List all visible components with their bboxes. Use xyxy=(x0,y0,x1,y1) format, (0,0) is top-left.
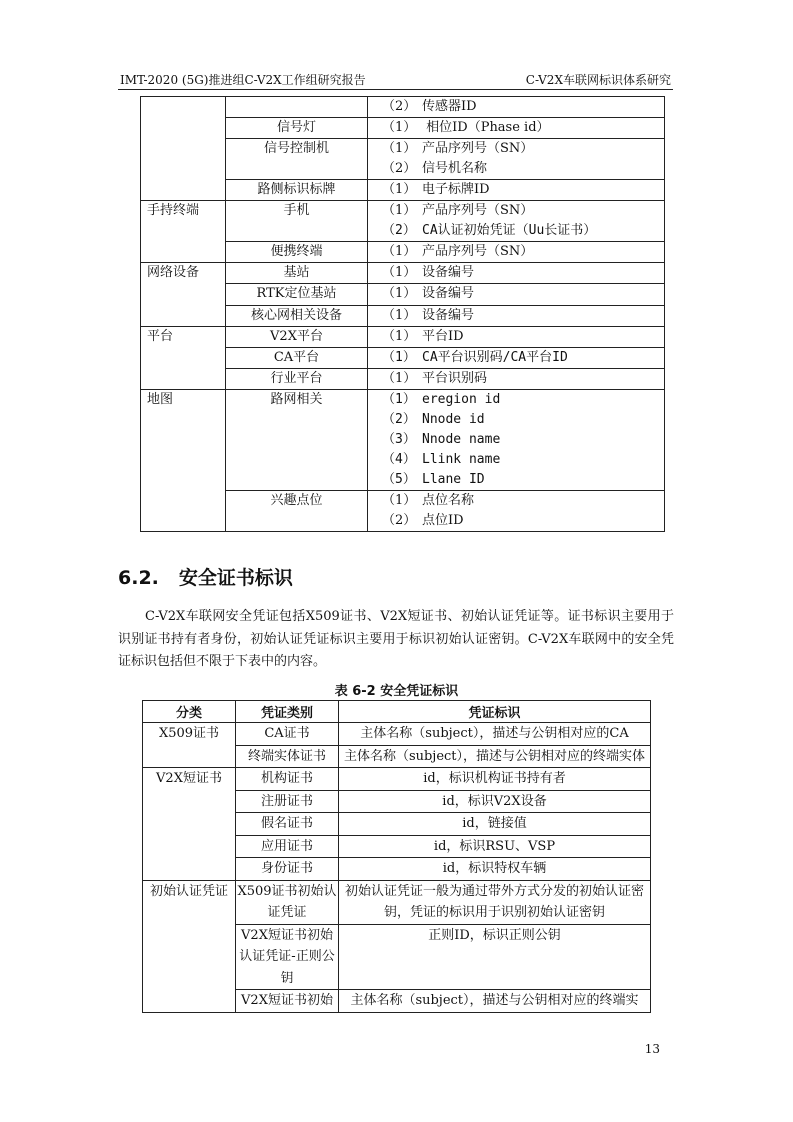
item-text: Nnode name xyxy=(422,431,501,447)
identifier-line xyxy=(382,201,664,221)
item-text: 点位名称 xyxy=(422,492,475,508)
credential-id-cell: 主体名称（subject），描述与公钥相对应的终端实体 xyxy=(339,745,651,768)
identifier-line xyxy=(382,410,664,430)
credential-type-cell: 应用证书 xyxy=(236,835,339,858)
device-cell: 路侧标识标牌 xyxy=(226,180,368,201)
table-row xyxy=(141,326,665,347)
identifier-cell xyxy=(368,97,665,118)
credential-id-cell: id，标识RSU、VSP xyxy=(339,835,651,858)
device-cell: 手机 xyxy=(226,201,368,242)
item-number: （1） xyxy=(382,141,417,157)
identifier-cell xyxy=(368,284,665,305)
identifier-line xyxy=(382,242,664,262)
identifier-line xyxy=(382,118,664,138)
item-number: （1） xyxy=(382,286,417,302)
body-paragraph: C-V2X车联网安全凭证包括X509证书、V2X短证书、初始认证凭证等。证书标识主要用于识别证书持有者身份，初始认证凭证标识主要用于标识初始认证密钥。C-V2X车联网中的安全凭证标识包括但不限于下表中的内容。 xyxy=(118,609,674,669)
item-text: 产品序列号（SN） xyxy=(422,141,534,157)
item-number: （5） xyxy=(382,471,416,487)
credential-type-cell: X509证书初始认证凭证 xyxy=(236,880,339,924)
table-caption: 表 6-2 安全凭证标识 xyxy=(334,684,459,699)
device-cell: 便携终端 xyxy=(226,242,368,263)
credential-id-cell: id，标识特权车辆 xyxy=(339,858,651,881)
item-number: （1） xyxy=(382,182,417,198)
identifier-cell xyxy=(368,305,665,326)
item-text: eregion id xyxy=(422,391,501,407)
item-number: （1） xyxy=(382,244,417,260)
device-cell: 核心网相关设备 xyxy=(226,305,368,326)
item-text: 设备编号 xyxy=(422,286,475,302)
item-number: （2） xyxy=(382,512,417,528)
identifier-line xyxy=(382,284,664,304)
identifier-line xyxy=(382,306,664,326)
identifier-cell xyxy=(368,368,665,389)
credential-id-cell: 正则ID，标识正则公钥 xyxy=(339,924,651,990)
item-text: 传感器ID xyxy=(422,99,477,114)
item-number: （1） xyxy=(382,203,417,219)
device-cell: RTK定位基站 xyxy=(226,284,368,305)
item-number: （2） xyxy=(382,223,416,239)
credential-type-cell: 注册证书 xyxy=(236,790,339,813)
page-header xyxy=(118,69,673,90)
identifier-line xyxy=(382,369,664,389)
identifier-line xyxy=(382,348,664,368)
identifier-cell xyxy=(368,389,665,490)
device-cell: 兴趣点位 xyxy=(226,490,368,531)
item-text: 点位ID xyxy=(422,512,464,528)
item-text: 产品序列号（SN） xyxy=(422,203,534,219)
item-number: （1） xyxy=(382,265,417,281)
item-text: 产品序列号（SN） xyxy=(422,244,534,260)
identifier-line xyxy=(382,221,664,241)
credential-id-cell: id，链接值 xyxy=(339,813,651,836)
credential-id-cell: id，标识V2X设备 xyxy=(339,790,651,813)
item-text: 信号机名称 xyxy=(422,161,488,177)
identifier-line xyxy=(382,180,664,200)
identifier-cell xyxy=(368,490,665,531)
item-text: 设备编号 xyxy=(422,307,475,323)
item-number: （2） xyxy=(382,99,417,114)
item-text: 平台ID xyxy=(422,328,464,344)
item-number: （1） xyxy=(382,370,417,386)
device-cell xyxy=(226,97,368,118)
col-header-category: 分类 xyxy=(143,701,236,723)
section-heading xyxy=(118,563,293,590)
category-cell: 平台 xyxy=(141,326,226,389)
table-row xyxy=(143,768,651,791)
identifier-cell xyxy=(368,242,665,263)
credential-table xyxy=(142,700,651,1013)
item-text: 相位ID（Phase id） xyxy=(422,120,550,136)
identifier-line xyxy=(382,327,664,347)
device-cell: 行业平台 xyxy=(226,368,368,389)
identifier-line xyxy=(382,450,664,470)
credential-type-cell: CA证书 xyxy=(236,723,339,746)
identifier-line xyxy=(382,470,664,490)
item-number: （2） xyxy=(382,411,416,427)
identifier-cell xyxy=(368,180,665,201)
identifier-line xyxy=(382,159,664,179)
credential-type-cell: V2X短证书初始认证凭证-正则公钥 xyxy=(236,924,339,990)
item-text: CA平台识别码/CA平台ID xyxy=(422,349,568,365)
item-text: CA认证初始凭证（Uu长证书） xyxy=(422,223,597,239)
item-number: （1） xyxy=(382,328,417,344)
identifier-cell xyxy=(368,139,665,180)
category-cell: 网络设备 xyxy=(141,263,226,326)
credential-id-cell: 主体名称（subject），描述与公钥相对应的终端实 xyxy=(339,990,651,1013)
credential-type-cell: 假名证书 xyxy=(236,813,339,836)
identifier-line xyxy=(382,97,664,117)
table-row xyxy=(141,263,665,284)
item-text: Nnode id xyxy=(422,411,485,427)
device-cell: 信号控制机 xyxy=(226,139,368,180)
item-text: 电子标牌ID xyxy=(422,182,490,198)
item-number: （2） xyxy=(382,161,417,177)
table-row xyxy=(143,723,651,746)
credential-id-cell: id，标识机构证书持有者 xyxy=(339,768,651,791)
page-number: 13 xyxy=(644,1042,660,1056)
category-cell: V2X短证书 xyxy=(143,768,236,881)
category-cell xyxy=(141,97,226,201)
category-cell: 手持终端 xyxy=(141,201,226,263)
credential-type-cell: 终端实体证书 xyxy=(236,745,339,768)
credential-id-cell: 主体名称（subject），描述与公钥相对应的CA xyxy=(339,723,651,746)
category-cell: 地图 xyxy=(141,389,226,531)
item-number: （3） xyxy=(382,431,416,447)
identifier-cell xyxy=(368,263,665,284)
item-number: （1） xyxy=(382,391,416,407)
col-header-credential-type: 凭证类别 xyxy=(236,701,339,723)
credential-type-cell: V2X短证书初始 xyxy=(236,990,339,1013)
table-header-row xyxy=(143,701,651,723)
identifier-cell xyxy=(368,201,665,242)
section-number: 6.2. xyxy=(118,567,159,589)
table-row xyxy=(141,201,665,242)
credential-id-cell: 初始认证凭证一般为通过带外方式分发的初始认证密钥，凭证的标识用于识别初始认证密钥 xyxy=(339,880,651,924)
item-text: 设备编号 xyxy=(422,265,475,281)
item-number: （1） xyxy=(382,492,417,508)
item-number: （1） xyxy=(382,349,416,365)
table-row xyxy=(141,97,665,118)
device-cell: V2X平台 xyxy=(226,326,368,347)
credential-type-cell: 身份证书 xyxy=(236,858,339,881)
identifier-line xyxy=(382,430,664,450)
credential-type-cell: 机构证书 xyxy=(236,768,339,791)
table-row xyxy=(141,389,665,490)
header-right: C-V2X车联网标识体系研究 xyxy=(525,73,671,87)
item-number: （1） xyxy=(382,120,417,136)
identifier-cell xyxy=(368,326,665,347)
table-row xyxy=(143,880,651,924)
identifier-cell xyxy=(368,118,665,139)
category-cell: X509证书 xyxy=(143,723,236,768)
device-cell: 基站 xyxy=(226,263,368,284)
device-cell: 信号灯 xyxy=(226,118,368,139)
identifier-line xyxy=(382,263,664,283)
item-text: 平台识别码 xyxy=(422,370,488,386)
identifier-table xyxy=(140,96,665,532)
category-cell: 初始认证凭证 xyxy=(143,880,236,1012)
device-cell: 路网相关 xyxy=(226,389,368,490)
item-text: Llink name xyxy=(422,451,501,467)
header-left: IMT-2020 (5G)推进组C-V2X工作组研究报告 xyxy=(120,73,366,87)
identifier-line xyxy=(382,491,664,511)
identifier-line xyxy=(382,511,664,531)
identifier-cell xyxy=(368,347,665,368)
device-cell: CA平台 xyxy=(226,347,368,368)
section-title: 安全证书标识 xyxy=(178,567,293,589)
item-number: （4） xyxy=(382,451,416,467)
identifier-line xyxy=(382,139,664,159)
item-number: （1） xyxy=(382,307,417,323)
item-text: Llane ID xyxy=(422,471,485,487)
identifier-line xyxy=(382,390,664,410)
col-header-credential-id: 凭证标识 xyxy=(339,701,651,723)
